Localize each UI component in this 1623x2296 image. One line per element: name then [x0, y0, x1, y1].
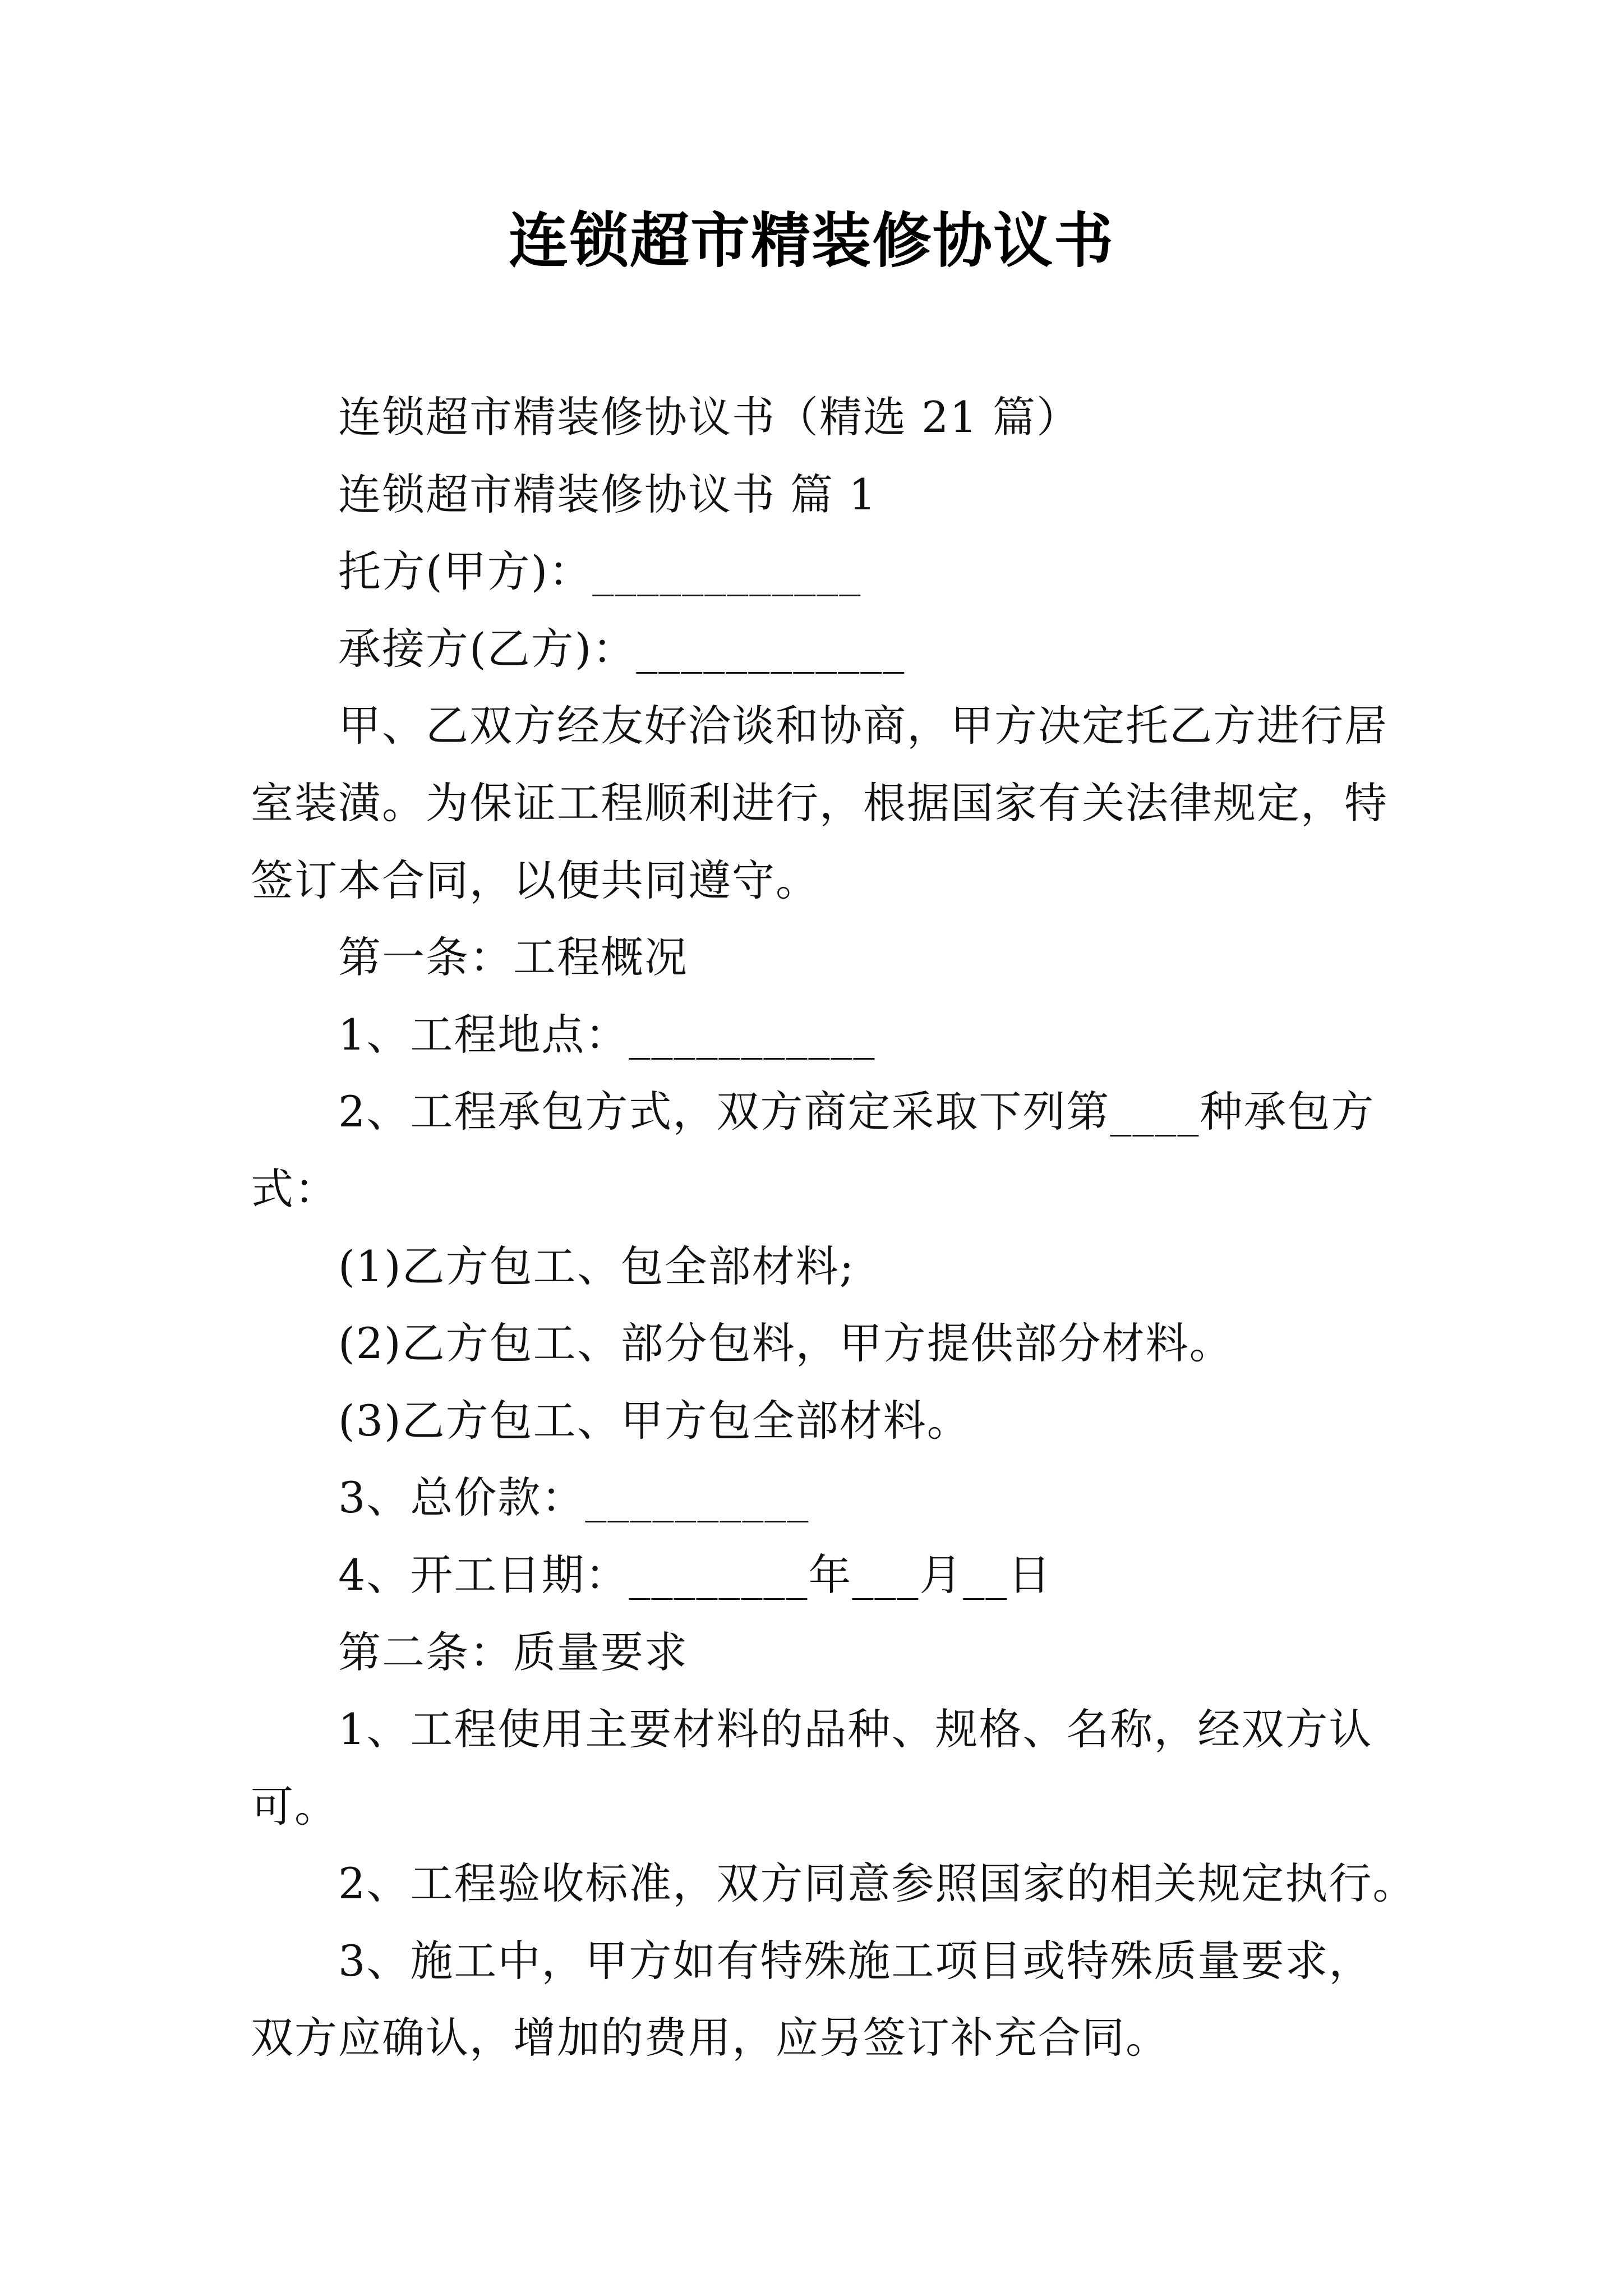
paragraph-line: 甲、乙双方经友好洽谈和协商，甲方决定托乙方进行居	[338, 701, 1388, 751]
paragraph-contract-method	[251, 1073, 1428, 1227]
paragraph-line: 第二条：质量要求	[338, 1627, 688, 1677]
paragraph-line: 承接方(乙方)：____________	[338, 623, 906, 674]
paragraph-line: 连锁超市精装修协议书 篇 1	[338, 469, 877, 519]
paragraph-preamble	[251, 687, 1428, 919]
paragraph-line: (1)乙方包工、包全部材料;	[338, 1241, 855, 1291]
paragraph-line: 3、施工中，甲方如有特殊施工项目或特殊质量要求，	[338, 1935, 1373, 1986]
paragraph-materials	[251, 1691, 1428, 1845]
paragraph-special-requirements	[251, 1922, 1428, 2077]
paragraph-party-a	[251, 533, 1428, 610]
paragraph-line: (3)乙方包工、甲方包全部材料。	[338, 1395, 971, 1446]
paragraph-total-price	[251, 1459, 1428, 1536]
paragraph-line: 双方应确认，增加的费用，应另签订补充合同。	[251, 2013, 1169, 2063]
paragraph-option-3	[251, 1382, 1428, 1460]
paragraph-subtitle	[251, 379, 1428, 456]
paragraph-line: 1、工程使用主要材料的品种、规格、名称，经双方认	[338, 1704, 1373, 1755]
paragraph-section-heading	[251, 456, 1428, 533]
paragraph-line: 托方(甲方)：____________	[338, 546, 862, 597]
paragraph-line: 1、工程地点：___________	[338, 1009, 876, 1060]
paragraph-line: 3、总价款：__________	[338, 1473, 810, 1523]
paragraph-line: 4、开工日期：________年___月__日	[338, 1549, 1052, 1600]
paragraph-option-2	[251, 1305, 1428, 1382]
paragraph-line: 室装潢。为保证工程顺利进行，根据国家有关法律规定，特	[251, 777, 1388, 828]
paragraph-article-1-heading	[251, 919, 1428, 996]
paragraph-project-location	[251, 996, 1428, 1074]
paragraph-line: 式：	[251, 1163, 338, 1214]
paragraph-party-b	[251, 610, 1428, 688]
paragraph-acceptance-standard	[251, 1845, 1428, 1922]
document-body	[251, 379, 1428, 2077]
paragraph-start-date	[251, 1536, 1428, 1614]
paragraph-line: 第一条：工程概况	[338, 932, 688, 983]
paragraph-line: (2)乙方包工、部分包料，甲方提供部分材料。	[338, 1318, 1233, 1369]
paragraph-line: 连锁超市精装修协议书（精选 21 篇）	[338, 392, 1081, 442]
paragraph-article-2-heading	[251, 1614, 1428, 1691]
document-title: 连锁超市精装修协议书	[509, 205, 1114, 275]
paragraph-line: 2、工程承包方式，双方商定采取下列第____种承包方	[338, 1087, 1375, 1137]
paragraph-line: 签订本合同，以便共同遵守。	[251, 855, 819, 905]
paragraph-line: 2、工程验收标准，双方同意参照国家的相关规定执行。	[338, 1858, 1417, 1909]
paragraph-option-1	[251, 1228, 1428, 1305]
paragraph-line: 可。	[251, 1781, 338, 1832]
